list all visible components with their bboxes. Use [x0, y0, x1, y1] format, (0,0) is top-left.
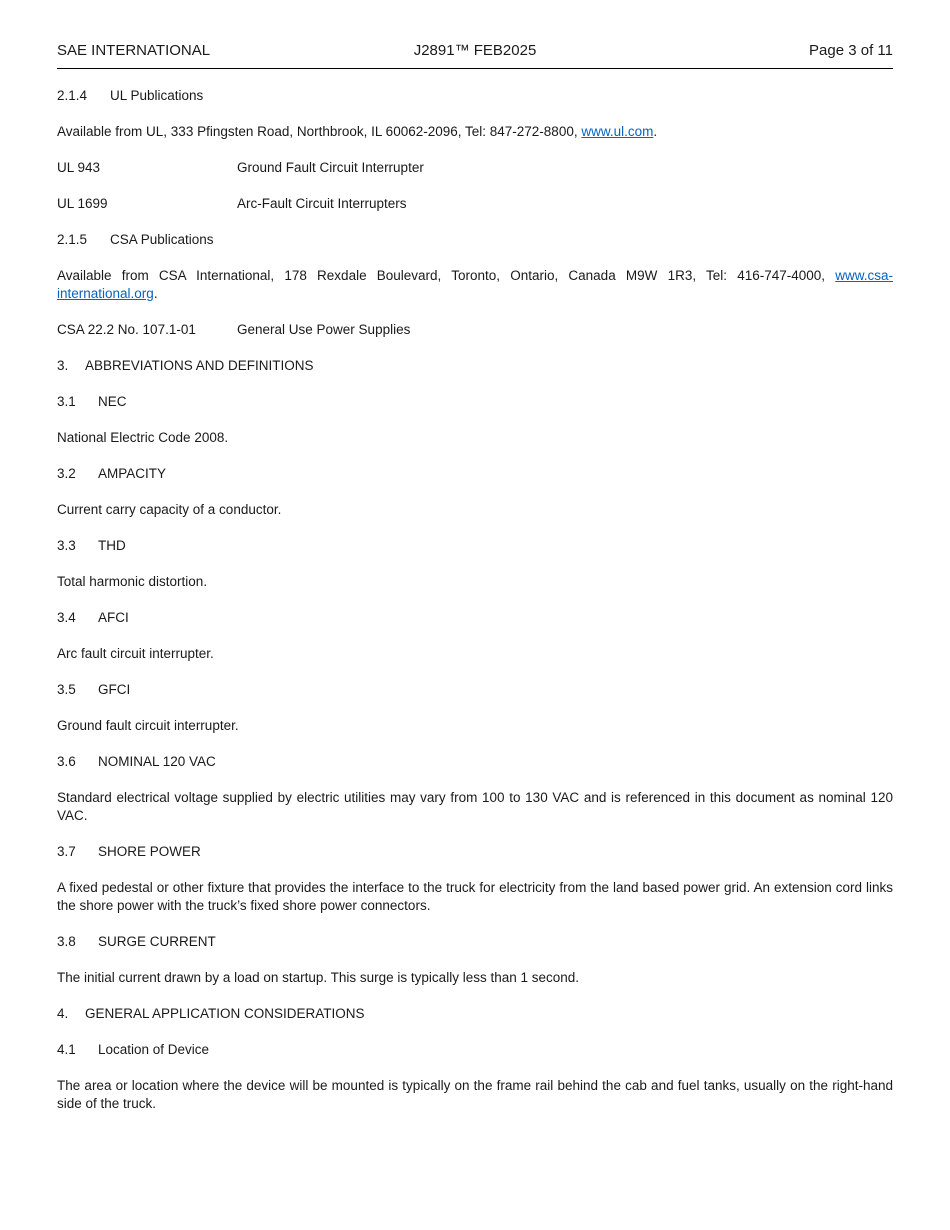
section-number: 3.4 — [57, 610, 76, 625]
section-heading-4 — [57, 1005, 893, 1023]
reference-row-ul-1699 — [57, 195, 893, 213]
section-heading-3-6 — [57, 753, 893, 771]
section-heading-3-5 — [57, 681, 893, 699]
paragraph-csa-availability — [57, 267, 893, 303]
header-organization: SAE INTERNATIONAL — [57, 42, 211, 59]
section-number: 4.1 — [57, 1042, 76, 1057]
section-title: NEC — [98, 394, 127, 409]
paragraph-3-1: National Electric Code 2008. — [57, 430, 229, 445]
paragraph-3-5: Ground fault circuit interrupter. — [57, 718, 239, 733]
paragraph-3-2: Current carry capacity of a conductor. — [57, 502, 282, 517]
reference-title: General Use Power Supplies — [237, 322, 411, 337]
section-title: NOMINAL 120 VAC — [98, 754, 216, 769]
section-heading-4-1 — [57, 1041, 893, 1059]
section-title: GFCI — [98, 682, 131, 697]
section-number: 3.8 — [57, 934, 76, 949]
header-page-number: Page 3 of 11 — [809, 42, 894, 59]
paragraph-3-6: Standard electrical voltage supplied by electric utilities may vary from 100 to 130 VAC and is referenced in this document as nominal 120 VAC. — [57, 790, 893, 823]
section-heading-2-1-4 — [57, 87, 893, 105]
section-number: 3.3 — [57, 538, 76, 553]
section-heading-3-7 — [57, 843, 893, 861]
section-heading-3-4 — [57, 609, 893, 627]
section-title: THD — [98, 538, 126, 553]
header-document-id: J2891™ FEB2025 — [413, 42, 537, 59]
paragraph-3-3: Total harmonic distortion. — [57, 574, 208, 589]
reference-row-ul-943 — [57, 159, 893, 177]
section-heading-3-1 — [57, 393, 893, 411]
paragraph-3-7: A fixed pedestal or other fixture that provides the interface to the truck for electricity from the land based power grid. An extension cord links the shore power with the truck’s fixed shore power connectors. — [57, 880, 893, 913]
reference-row-csa-107 — [57, 321, 893, 339]
paragraph-ul-availability — [57, 123, 893, 141]
section-title: AFCI — [98, 610, 129, 625]
section-number: 3.6 — [57, 754, 76, 769]
section-title: CSA Publications — [110, 232, 214, 247]
section-title: SURGE CURRENT — [98, 934, 216, 949]
ul-link[interactable]: www.ul.com — [581, 124, 654, 139]
section-number: 3. — [57, 358, 69, 373]
section-number: 3.1 — [57, 394, 76, 409]
section-number: 3.7 — [57, 844, 76, 859]
paragraph-4-1: The area or location where the device will be mounted is typically on the frame rail behind the cab and fuel tanks, usually on the right-hand side of the truck. — [57, 1078, 893, 1111]
reference-title: Arc-Fault Circuit Interrupters — [237, 196, 407, 211]
document-body — [57, 87, 893, 1113]
section-number: 2.1.4 — [57, 88, 88, 103]
paragraph-3-8: The initial current drawn by a load on startup. This surge is typically less than 1 second. — [57, 970, 580, 985]
text-run: . — [153, 286, 158, 301]
section-title: GENERAL APPLICATION CONSIDERATIONS — [85, 1006, 365, 1021]
section-title: Location of Device — [98, 1042, 210, 1057]
section-title: AMPACITY — [98, 466, 167, 481]
section-number: 4. — [57, 1006, 69, 1021]
section-number: 3.5 — [57, 682, 76, 697]
section-heading-3-2 — [57, 465, 893, 483]
reference-code: UL 1699 — [57, 196, 108, 211]
section-number: 2.1.5 — [57, 232, 88, 247]
text-run: Available from CSA International, 178 Rexdale Boulevard, Toronto, Ontario, Canada M9W 1R3, Tel: 416-747-4000, — [57, 268, 836, 283]
section-heading-3 — [57, 357, 893, 375]
page-header — [57, 42, 893, 69]
reference-code: CSA 22.2 No. 107.1-01 — [57, 322, 196, 337]
section-number: 3.2 — [57, 466, 76, 481]
section-heading-3-3 — [57, 537, 893, 555]
section-heading-3-8 — [57, 933, 893, 951]
reference-title: Ground Fault Circuit Interrupter — [237, 160, 424, 175]
text-run: Available from UL, 333 Pfingsten Road, Northbrook, IL 60062-2096, Tel: 847-272-8800, — [57, 124, 582, 139]
section-title: SHORE POWER — [98, 844, 201, 859]
reference-code: UL 943 — [57, 160, 101, 175]
section-heading-2-1-5 — [57, 231, 893, 249]
text-run: . — [653, 124, 658, 139]
section-title: UL Publications — [110, 88, 204, 103]
section-title: ABBREVIATIONS AND DEFINITIONS — [85, 358, 314, 373]
csa-link[interactable]: www.csa-international.org — [57, 268, 893, 301]
paragraph-3-4: Arc fault circuit interrupter. — [57, 646, 214, 661]
